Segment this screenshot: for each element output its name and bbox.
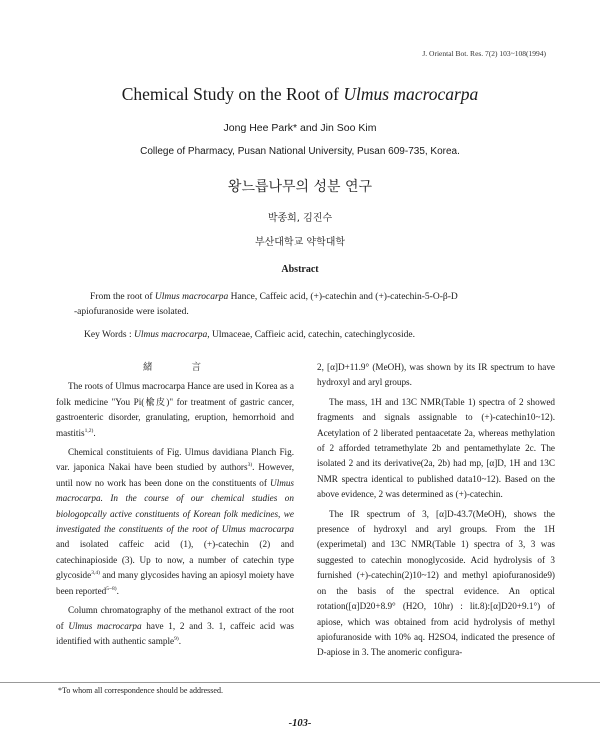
- korean-title: 왕느릅나무의 성분 연구: [227, 179, 373, 195]
- paper-title: [0, 84, 600, 105]
- paragraph-3: Column chromatography of the methanol extract of the root of Ulmus macrocarpa have 1, 2 and 3. 1, caffeic acid was identified with authentic sample$^{9)}$.: [56, 605, 295, 646]
- title-text: Chemical Study on the Root of: [121, 84, 344, 104]
- left-column: [56, 360, 294, 653]
- p2-ref-3: 5~8): [106, 585, 117, 592]
- p2-ref-2: 3,4): [91, 570, 100, 577]
- keywords-species: Ulmus macrocarpa: [134, 330, 208, 340]
- abstract-text-rest: Hance, Caffeic acid, (+)-catechin and (+)-catechin-5-O-β-D: [228, 292, 458, 302]
- p3-text-b: have 1, 2 and 3. 1, caffeic acid was identified with authentic sample: [56, 620, 295, 646]
- paragraph-2: Chemical constituients of Fig. Ulmus davidiana Planch Fig. var. japonica Nakai have been studied by authors$^{3)}$. However, until now no work has been done on the constituents of Ulmus macrocarpa. In the course of our chemical studies on biologopcally active constituents of Korean folk medicines, we investigated the constituents of the root of Ulmus macrocarpa and isolated caffeic acid (1), (+)-catechin (2) and catechinapioside (3). Up to now, a number of catechin type glycoside$^{3,4)}$ and many glycosides having an apiosyl moiety have been reported$^{5\sim 8)}$.: [56, 447, 294, 596]
- p2-ref: 3): [247, 462, 253, 469]
- p2-text-c: and isolated caffeic acid (1), (+)-catechin (2) and catechinapioside (3). Up to now, a number of catechin type glycoside: [56, 539, 294, 581]
- abstract-body: [74, 290, 540, 320]
- p3-ref: 9): [174, 635, 179, 642]
- paragraph-1: The roots of Ulmus macrocarpa Hance are used in Korea as a folk medicine "You Pi(楡皮)" for treatment of gastric cancer, gastroenteric disorder, granulating, eruption, hemorrhoid and mastitis$^{1,2)}$.: [56, 381, 294, 438]
- affiliation: College of Pharmacy, Pusan National University, Pusan 609-735, Korea.: [140, 146, 460, 157]
- journal-citation: J. Oriental Bot. Res. 7(2) 103~108(1994): [422, 49, 546, 58]
- keywords-label: Key Words :: [84, 330, 134, 340]
- paragraph-r2: The mass, 1H and 13C NMR(Table 1) spectra of 2 showed fragments and signals assignable to (+)-catechin10~12). Acetylation of 2 liberated pentaacetate 2a, whereas methylation of 2 afforded tetramethylate 2b and pentamethylate 2c. The isolated 2 and its derivative(2a, 2b) had mp, [α]D, 1H and 13C NMR spectra identical to published data10~12). Based on the above evidence, 2 was determined as (+)-catechin.: [317, 396, 555, 500]
- p2-text-d: and many glycosides having an apiosyl moiety have been reported: [56, 570, 294, 596]
- p2-text-b: . However, until now no work has been done on the constituents of: [56, 462, 294, 488]
- title-species: Ulmus macrocarpa: [343, 84, 479, 104]
- page-number: -103-: [288, 718, 312, 729]
- p1-text: The roots of Ulmus macrocarpa Hance are used in Korea as a folk medicine "You Pi(楡皮)" for treatment of gastric cancer, gastroenteric disorder, granulating, eruption, hemorrhoid and mastitis: [56, 381, 294, 438]
- abstract-text: From the root of: [90, 292, 155, 302]
- p3-text: Column chromatography of the methanol extract of the root of: [56, 605, 294, 631]
- paragraph-r3: The IR spectrum of 3, [α]D-43.7(MeOH), shows the presence of hydroxyl and aryl groups. From the 1H (experimetal) and 13C NMR(Table 1) spectra of 3, 3 was suggested to catechin monoglycoside. Acid hydrolysis of 3 furnished (+)-catechin(2)10~12) and methyl apiofuranoside9) on the basis of the spectral evidence. An optical rotation([α]D20+8.9° (H2O, 10hr) : lit.8):[α]D20+9.1°) of apiose, which was obtained from acid hydrolysis of methyl apiofuranoside with 10% aq. H2SO4, indicated the presence of D-apiose in 3. The anomeric configura-: [317, 508, 555, 658]
- authors: Jong Hee Park* and Jin Soo Kim: [223, 122, 377, 134]
- p2-text: Chemical constituients of Fig. Ulmus davidiana Planch Fig. var. japonica Nakai have been studied by authors: [56, 447, 294, 473]
- abstract-heading: Abstract: [281, 264, 319, 275]
- paragraph-r1: 2, [α]D+11.9° (MeOH), was shown by its IR spectrum to have hydroxyl and aryl groups.: [317, 362, 555, 388]
- keywords: [84, 330, 564, 340]
- p1-ref: 1,2): [84, 427, 94, 434]
- p2-italic: Ulmus macrocarpa. In the course of our chemical studies on biologopcally active constituents of Korean folk medicines, we investigated the constituents of the root of Ulmus macrocarpa: [56, 477, 294, 535]
- abstract-species: Ulmus macrocarpa: [154, 292, 229, 302]
- right-column: [317, 360, 555, 665]
- korean-affiliation: 부산대학교 약학대학: [254, 237, 346, 248]
- keywords-list: , Ulmaceae, Caffieic acid, catechin, catechinglycoside.: [207, 330, 415, 340]
- korean-authors: 박종희, 김진수: [267, 213, 333, 224]
- footnote: *To whom all correspondence should be addressed.: [58, 686, 223, 695]
- section-heading-introduction: 緒 言: [142, 362, 220, 373]
- abstract-text-line2: -apiofuranoside were isolated.: [74, 307, 189, 317]
- footnote-divider: [0, 682, 600, 683]
- p3-species: Ulmus macrocarpa: [68, 620, 142, 631]
